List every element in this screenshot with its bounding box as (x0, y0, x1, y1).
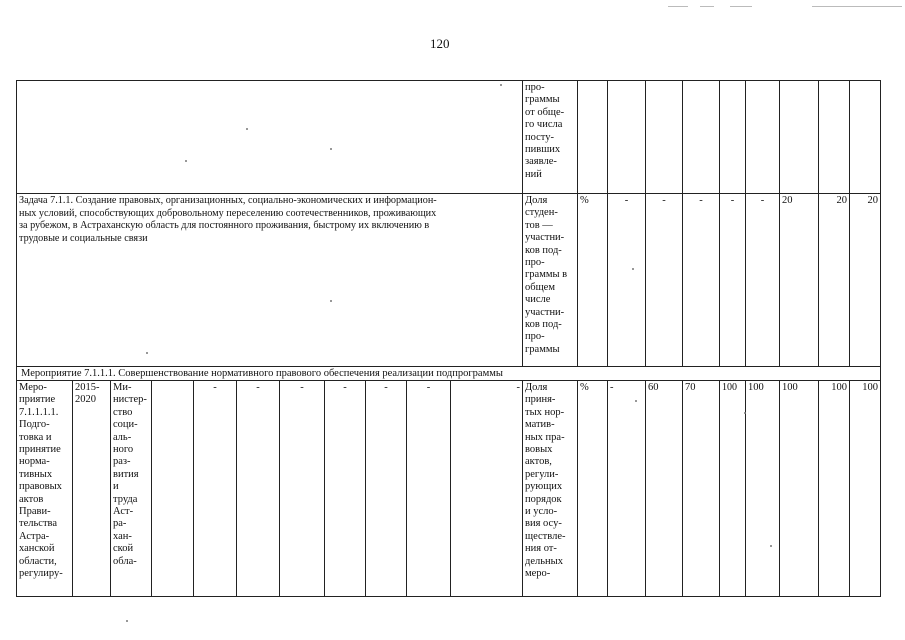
continuation-row (17, 81, 881, 194)
empty-cell (608, 81, 646, 194)
scan-mark (668, 6, 688, 7)
empty-cell (17, 81, 523, 194)
funding-cell (152, 381, 194, 597)
empty-cell (850, 81, 881, 194)
program-table (16, 80, 881, 597)
executor-cell: Ми- нистер- ство соци- aль- ного раз- вития и труда Аст- ра- хан- ской обла- (111, 381, 152, 597)
value-cell: 100 (746, 381, 780, 597)
empty-cell (746, 81, 780, 194)
scan-mark (730, 6, 752, 7)
value-cell: - (608, 381, 646, 597)
value-cell: - (746, 194, 780, 367)
funding-cell: - (325, 381, 366, 597)
empty-cell (819, 81, 850, 194)
value-cell: 20 (850, 194, 881, 367)
scan-speck (330, 300, 332, 302)
value-cell: - (720, 194, 746, 367)
scan-mark (812, 6, 902, 7)
value-cell: - (646, 194, 683, 367)
value-cell: 70 (683, 381, 720, 597)
funding-cell: - (194, 381, 237, 597)
value-cell: 100 (720, 381, 746, 597)
value-cell: 100 (850, 381, 881, 597)
empty-cell (720, 81, 746, 194)
empty-cell (646, 81, 683, 194)
measure-header-row (17, 367, 881, 381)
empty-cell (780, 81, 819, 194)
unit-cell: % (578, 381, 608, 597)
scan-speck (330, 148, 332, 150)
scan-speck (246, 128, 248, 130)
empty-cell (578, 81, 608, 194)
measure-header: Мероприятие 7.1.1.1. Совершенствование нормативного правового обеспечения реализации подпрограммы (17, 367, 881, 381)
value-cell: - (608, 194, 646, 367)
unit-cell: % (578, 194, 608, 367)
scan-speck (632, 268, 634, 270)
scan-speck (770, 545, 772, 547)
scan-speck (146, 352, 148, 354)
page-number: 120 (430, 36, 450, 51)
funding-cell: - (366, 381, 407, 597)
scan-speck (500, 84, 502, 86)
funding-cell: - (407, 381, 451, 597)
scan-speck (185, 160, 187, 162)
measure-row (17, 381, 881, 597)
value-cell: 20 (819, 194, 850, 367)
period-cell: 2015- 2020 (73, 381, 111, 597)
task-row (17, 194, 881, 367)
value-cell: 20 (780, 194, 819, 367)
indicator-cell: Доля студен- тов — участни- ков под- про- граммы в общем числе участни- ков под- про- граммы (523, 194, 578, 367)
empty-cell (683, 81, 720, 194)
value-cell: 100 (780, 381, 819, 597)
funding-cell: - (237, 381, 280, 597)
scan-mark (700, 6, 714, 7)
measure-cell: Меро- приятие 7.1.1.1.1. Подго- товка и принятие норма- тивных правовых актов Прави- тельства Астра- ханской области, регулиру- (17, 381, 73, 597)
funding-cell: - (280, 381, 325, 597)
scan-speck (635, 400, 637, 402)
value-cell: - (683, 194, 720, 367)
value-cell: 60 (646, 381, 683, 597)
value-cell: 100 (819, 381, 850, 597)
indicator-cell: про- граммы от обще- го числа посту- пивших заявле- ний (523, 81, 578, 194)
task-text: Задача 7.1.1. Создание правовых, организационных, социально-экономических и информацион- ных условий, способствующих добровольному переселению соотечественников, проживающих за рубежом, в Астраханскую область для постоянного проживания, быстрому их включению в трудовые и социальные связи (17, 194, 523, 367)
scan-speck (744, 412, 746, 414)
funding-cell: - (451, 381, 523, 597)
scan-speck (126, 620, 128, 622)
indicator-cell: Доля приня- тых нор- матив- ных пра- вовых актов, регули- рующих порядок и усло- вия осу- ществле- ния от- дельных меро- (523, 381, 578, 597)
